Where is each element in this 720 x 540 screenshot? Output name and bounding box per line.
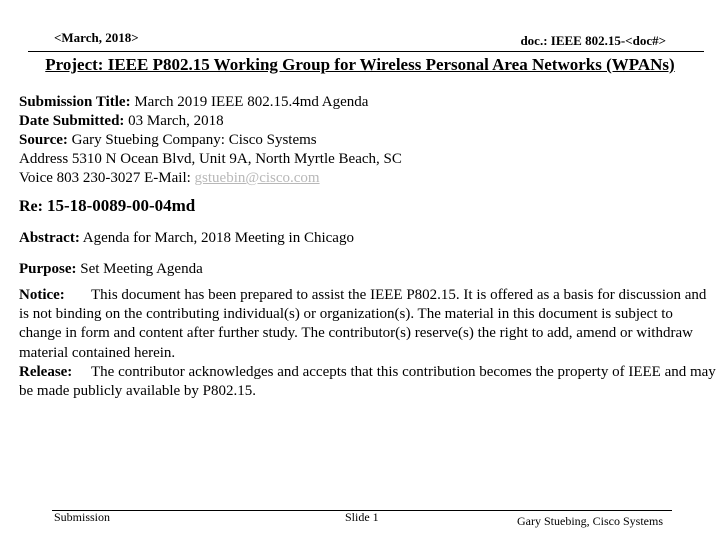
submission-title-value: March 2019 IEEE 802.15.4md Agenda [134, 94, 369, 110]
header-doc-id: doc.: IEEE 802.15-<doc#> [520, 33, 666, 48]
release-value: The contributor acknowledges and accepts that this contribution becomes the property of IEEE and may be made publicly available by P802.15. [19, 363, 716, 400]
source-label: Source: [19, 132, 68, 148]
notice-label: Notice: [19, 287, 65, 303]
header-divider [28, 51, 704, 52]
re-label: Re: [19, 198, 43, 215]
footer-submission: Submission [54, 510, 111, 524]
address-line: Address 5310 N Ocean Blvd, Unit 9A, North Myrtle Beach, SC [19, 151, 402, 167]
re-line [19, 196, 195, 216]
purpose-line [19, 260, 203, 279]
date-submitted-label: Date Submitted: [19, 113, 125, 129]
re-value: 15-18-0089-00-04md [46, 196, 196, 215]
purpose-label: Purpose: [19, 261, 77, 277]
source-value: Gary Stuebing Company: Cisco Systems [71, 132, 317, 148]
notice-value: This document has been prepared to assist the IEEE P802.15. It is offered as a basis for discussion and is not binding on the contributing individual(s) or organization(s). The material in this document is subject to change in form and content after further study. The contributor(s) reserve(s) the right to add, amend or withdraw material contained herein. [19, 287, 707, 361]
release-paragraph [19, 363, 719, 401]
notice-release-block [19, 286, 719, 401]
abstract-line [19, 229, 354, 248]
voice-line [19, 169, 320, 188]
date-submitted-value: 03 March, 2018 [128, 113, 224, 129]
abstract-label: Abstract: [19, 230, 80, 246]
source-line [19, 131, 317, 150]
release-label: Release: [19, 363, 73, 380]
abstract-value: Agenda for March, 2018 Meeting in Chicago [82, 230, 354, 246]
date-submitted-line [19, 112, 224, 131]
footer-slide-number: Slide 1 [345, 510, 379, 524]
purpose-value: Set Meeting Agenda [80, 261, 203, 277]
project-title: Project: IEEE P802.15 Working Group for Wireless Personal Area Networks (WPANs) [45, 55, 675, 74]
footer-author: Gary Stuebing, Cisco Systems [517, 514, 663, 528]
submission-title-label: Submission Title: [19, 94, 131, 110]
voice-text: Voice 803 230-3027 E-Mail: [19, 170, 195, 186]
email-link[interactable]: gstuebin@cisco.com [194, 170, 320, 186]
notice-paragraph [19, 286, 719, 363]
submission-title-line [19, 93, 368, 112]
header-date: <March, 2018> [54, 30, 139, 45]
